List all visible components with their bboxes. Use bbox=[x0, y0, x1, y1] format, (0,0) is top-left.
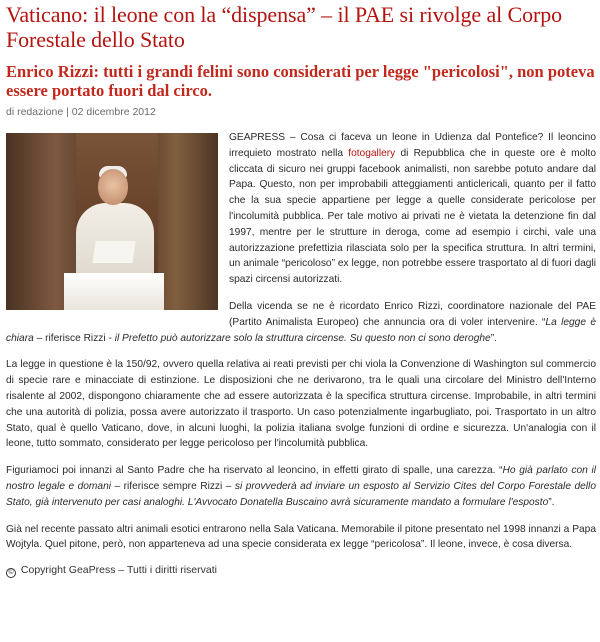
photo-paper bbox=[92, 241, 135, 263]
photo-lectern bbox=[64, 273, 164, 310]
article-byline: di redazione | 02 dicembre 2012 bbox=[6, 106, 156, 118]
fotogallery-link[interactable]: fotogallery bbox=[348, 147, 396, 159]
pope-photo bbox=[6, 133, 218, 310]
article-title: Vaticano: il leone con la “dispensa” – il PAE si rivolge al Corpo Forestale dello Stato bbox=[6, 2, 563, 52]
paragraph-2-quote-1: La legge è chiara bbox=[6, 316, 596, 344]
photo-curtain-right bbox=[158, 133, 218, 310]
paragraph-4 bbox=[6, 463, 596, 510]
photo-figure-head bbox=[98, 169, 128, 205]
article-subtitle: Enrico Rizzi: tutti i grandi felini sono considerati per legge "pericolosi", non poteva essere portato fuori dal circo. bbox=[6, 62, 595, 100]
copyright-icon: © bbox=[6, 568, 16, 578]
copyright-notice bbox=[6, 564, 596, 578]
paragraph-4-text-c: ”. bbox=[548, 496, 555, 508]
paragraph-1-text-a: GEAPRESS – Cosa ci faceva un leone in Udienza dal Pontefice? Il leoncino irrequieto mostrato nella bbox=[229, 132, 596, 159]
paragraph-5: Già nel recente passato altri animali esotici entrarono nella Sala Vaticana. Memorabile il pitone presentato nel 1998 innanzi a Papa Wojtyla. Quel pitone, però, non apparteneva ad una specie considerata ex legge “pericolosa”. Il leone, invece, è cosa diversa. bbox=[6, 523, 596, 551]
paragraph-2-text-a: Della vicenda se ne è ricordato Enrico Rizzi, coordinatore nazionale del PAE (Partito Animalista Europeo) che annuncia ora di voler intervenire. “ bbox=[229, 300, 596, 328]
paragraph-3: La legge in questione è la 150/92, ovvero quella relativa ai reati previsti per chi viola la Convenzione di Washington sul commercio di specie rare e minacciate di estinzione. Le disposizioni che ne derivarono, tra le quali una circolare del Ministro dell'Interno risalente al 2002, dispongono chiaramente che ad essere autorizzata è la specifica struttura circense. Improbabile, in altri termini che una autorità di polizia, possa avere autorizzato il trasporto. Un caso potenzialmente ingarbugliato, poi. Trasportato in un altro Stato, qual è quello Vaticano, dove, in alcuni luoghi, la polizia italiana svolge funzioni di ordine e sicurezza. Un'analogia con il leone, tutto sommato, considerato per legge pericoloso per l'incolumità pubblica. bbox=[6, 359, 596, 450]
paragraph-4-text-a: Figuriamoci poi innanzi al Santo Padre che ha riservato al leoncino, in effetti girato di spalle, una carezza. “ bbox=[6, 465, 503, 477]
article bbox=[6, 0, 596, 578]
paragraph-4-text-b: – riferisce sempre Rizzi – bbox=[111, 480, 235, 492]
paragraph-4-quote-1: Ho già parlato con il nostro legale e domani bbox=[6, 465, 597, 492]
paragraph-2-text-b: – riferisce Rizzi - bbox=[33, 332, 115, 344]
copyright-text: Copyright GeaPress – Tutti i diritti riservati bbox=[20, 564, 217, 577]
paragraph-2-quote-2: il Prefetto può autorizzare solo la struttura circense. Su questo non ci sono deroghe bbox=[114, 332, 491, 344]
paragraph-2-text-c: ”. bbox=[490, 332, 497, 344]
paragraph-4-quote-2: si provvederà ad inviare un esposto al Servizio Cites del Corpo Forestale dello Stato, già intervenuto per casi analoghi. L'Avvocato Donatella Buscaino avrà sicuramente mandato a formulare l'esposto bbox=[6, 480, 596, 508]
article-body bbox=[6, 130, 596, 553]
paragraph-1-text-b: di Repubblica che in queste ore è molto cliccata di sicuro nei gruppi facebook animalisti, non sarebbe potuto andare dal Papa. Questo, non per improbabili atteggiamenti anticlericali, quanto per il fatto che la sua specie appartiene per legge a quelle considerate pericolose per l'incolumità pubblica. Per tale motivo ai privati ne è vietata la detenzione fin dal 1997, mentre per le strutture in deroga, come ad esempio i circhi, vale una autorizzazione prefettizia rilasciata solo per la specifica struttura. In altri termini, un animale “pericoloso” ex legge, non potrebbe essere trasportato al di fuori dagli spazi circensi autorizzati. bbox=[229, 147, 596, 286]
